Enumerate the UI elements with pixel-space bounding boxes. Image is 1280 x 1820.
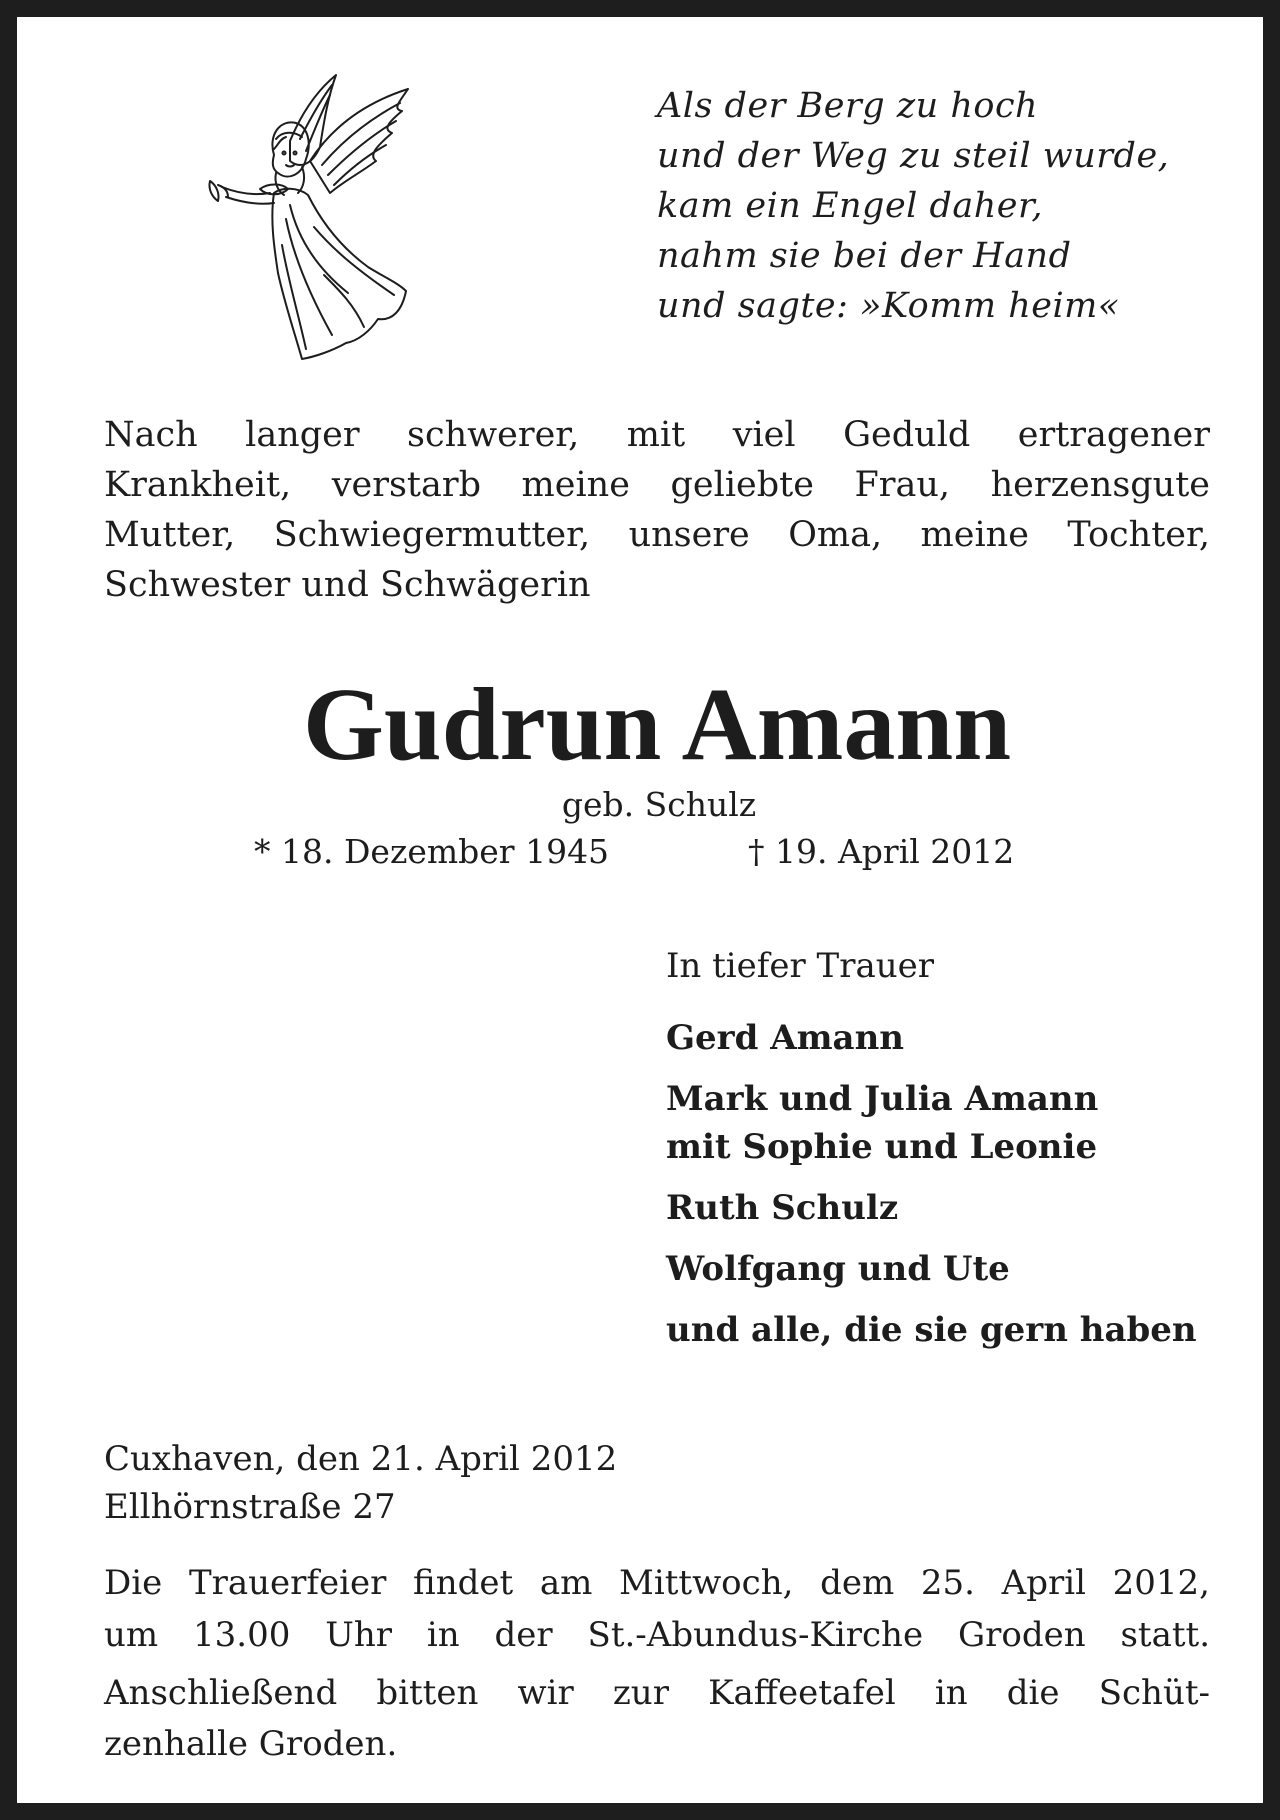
mourners-block — [666, 942, 1197, 1367]
intro-line: Mutter, Schwiegermutter, unsere Oma, meine Tochter, — [104, 515, 1210, 555]
mourner-name: Wolfgang und Ute — [666, 1249, 1010, 1289]
place-and-date — [104, 1435, 617, 1531]
reception-text — [104, 1668, 1210, 1770]
intro-line: Schwester und Schwägerin — [104, 565, 591, 605]
mourner-name: Mark und Julia Amann — [666, 1079, 1099, 1119]
poem-line: Als der Berg zu hoch — [657, 86, 1039, 126]
poem-line: nahm sie bei der Hand — [657, 236, 1072, 276]
mourner-name: Ruth Schulz — [666, 1188, 899, 1228]
maiden-name: geb. Schulz — [561, 785, 757, 824]
poem — [657, 81, 1169, 331]
poem-line: kam ein Engel daher, — [657, 186, 1044, 226]
funeral-service-text — [104, 1557, 1210, 1661]
intro-text — [104, 410, 1210, 610]
address: Ellhörnstraße 27 — [104, 1487, 396, 1527]
intro-line: Nach langer schwerer, mit viel Geduld ertragener — [104, 415, 1210, 455]
service-line: Die Trauerfeier findet am Mittwoch, dem 25. April 2012, — [104, 1563, 1210, 1603]
mourner-name: Gerd Amann — [666, 1018, 905, 1058]
mourner-name: und alle, die sie gern haben — [666, 1310, 1197, 1350]
intro-line: Krankheit, verstarb meine geliebte Frau, herzensgute — [104, 465, 1210, 505]
poem-line: und sagte: »Komm heim« — [657, 286, 1120, 326]
birth-date: * 18. Dezember 1945 — [254, 832, 610, 871]
angel-icon — [202, 69, 442, 361]
death-date: † 19. April 2012 — [748, 832, 1015, 871]
poem-line: und der Weg zu steil wurde, — [657, 136, 1170, 176]
city-date: Cuxhaven, den 21. April 2012 — [104, 1439, 618, 1479]
mourning-lead: In tiefer Trauer — [666, 946, 935, 986]
mourner-name: mit Sophie und Leonie — [666, 1127, 1098, 1167]
service-line: um 13.00 Uhr in der St.-Abundus-Kirche Groden statt. — [104, 1615, 1210, 1655]
reception-line: Anschließend bitten wir zur Kaffeetafel in die Schüt- — [104, 1673, 1210, 1713]
deceased-name: Gudrun Amann — [302, 667, 1012, 782]
reception-line: zenhalle Groden. — [104, 1724, 398, 1764]
